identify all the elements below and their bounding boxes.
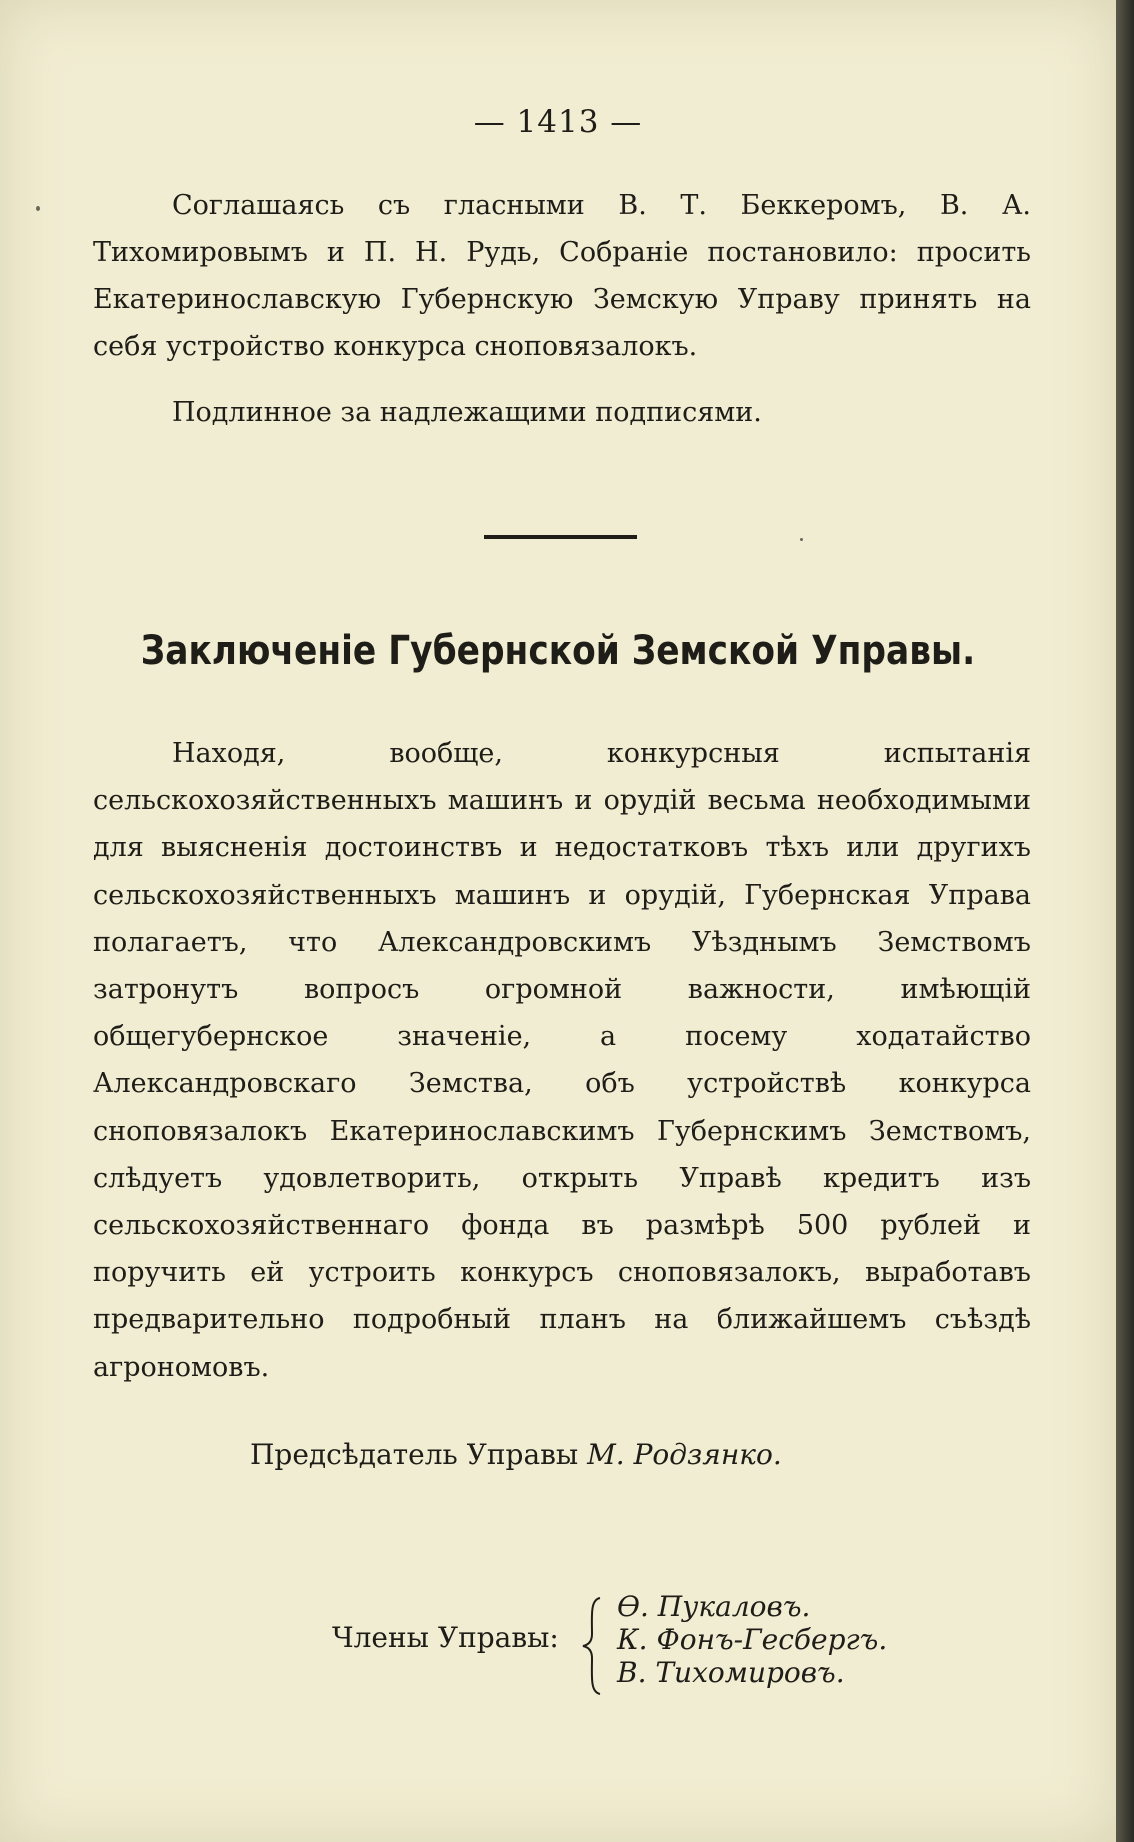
- page-edge: [1116, 0, 1134, 1842]
- paragraph-resolution: Соглашаясь съ гласными В. Т. Беккеромъ, В. А. Тихомировымъ и П. Н. Рудь, Собраніе постановило: просить Екатеринославскую Губернскую Земскую Управу принять на себя устройство конкурса сноповязалокъ.: [93, 190, 1031, 362]
- ink-speck: [36, 206, 40, 211]
- section-divider: [484, 535, 637, 539]
- member-name: Ѳ. Пукаловъ.: [617, 1590, 811, 1623]
- section-heading: Заключеніе Губернской Земской Управы.: [140, 628, 976, 674]
- chairman-signature: [250, 1438, 782, 1471]
- paragraph-signatures-note: Подлинное за надлежащими подписями.: [172, 397, 762, 428]
- paragraph-conclusion: Находя, вообще, конкурсныя испытанія сельскохозяйственныхъ машинъ и орудій весьма необходимыми для выясненія достоинствъ и недостатковъ тѣхъ или другихъ сельскохозяйственныхъ машинъ и орудій, Губернская Управа полагаетъ, что Александровскимъ Уѣзднымъ Земствомъ затронутъ вопросъ огромной важности, имѣющій общегубернское значеніе, а посему ходатайство Александровскаго Земства, объ устройствѣ конкурса сноповязалокъ Екатеринославскимъ Губернскимъ Земствомъ, слѣдуетъ удовлетворить, открыть Управѣ кредитъ изъ сельскохозяйственнаго фонда въ размѣрѣ 500 рублей и поручить ей устроить конкурсъ сноповязалокъ, выработавъ предварительно подробный планъ на ближайшемъ съѣздѣ агрономовъ.: [93, 738, 1031, 1383]
- brace-icon: [580, 1596, 606, 1696]
- ink-speck: [800, 538, 803, 541]
- members-label: Члены Управы:: [332, 1621, 559, 1654]
- member-name: К. Фонъ-Гесбергъ.: [617, 1623, 888, 1656]
- chairman-name: М. Родзянко.: [587, 1438, 782, 1471]
- chairman-label: Предсѣдатель Управы: [250, 1438, 579, 1471]
- page-number: — 1413 —: [473, 104, 643, 140]
- member-name: В. Тихомировъ.: [617, 1656, 845, 1689]
